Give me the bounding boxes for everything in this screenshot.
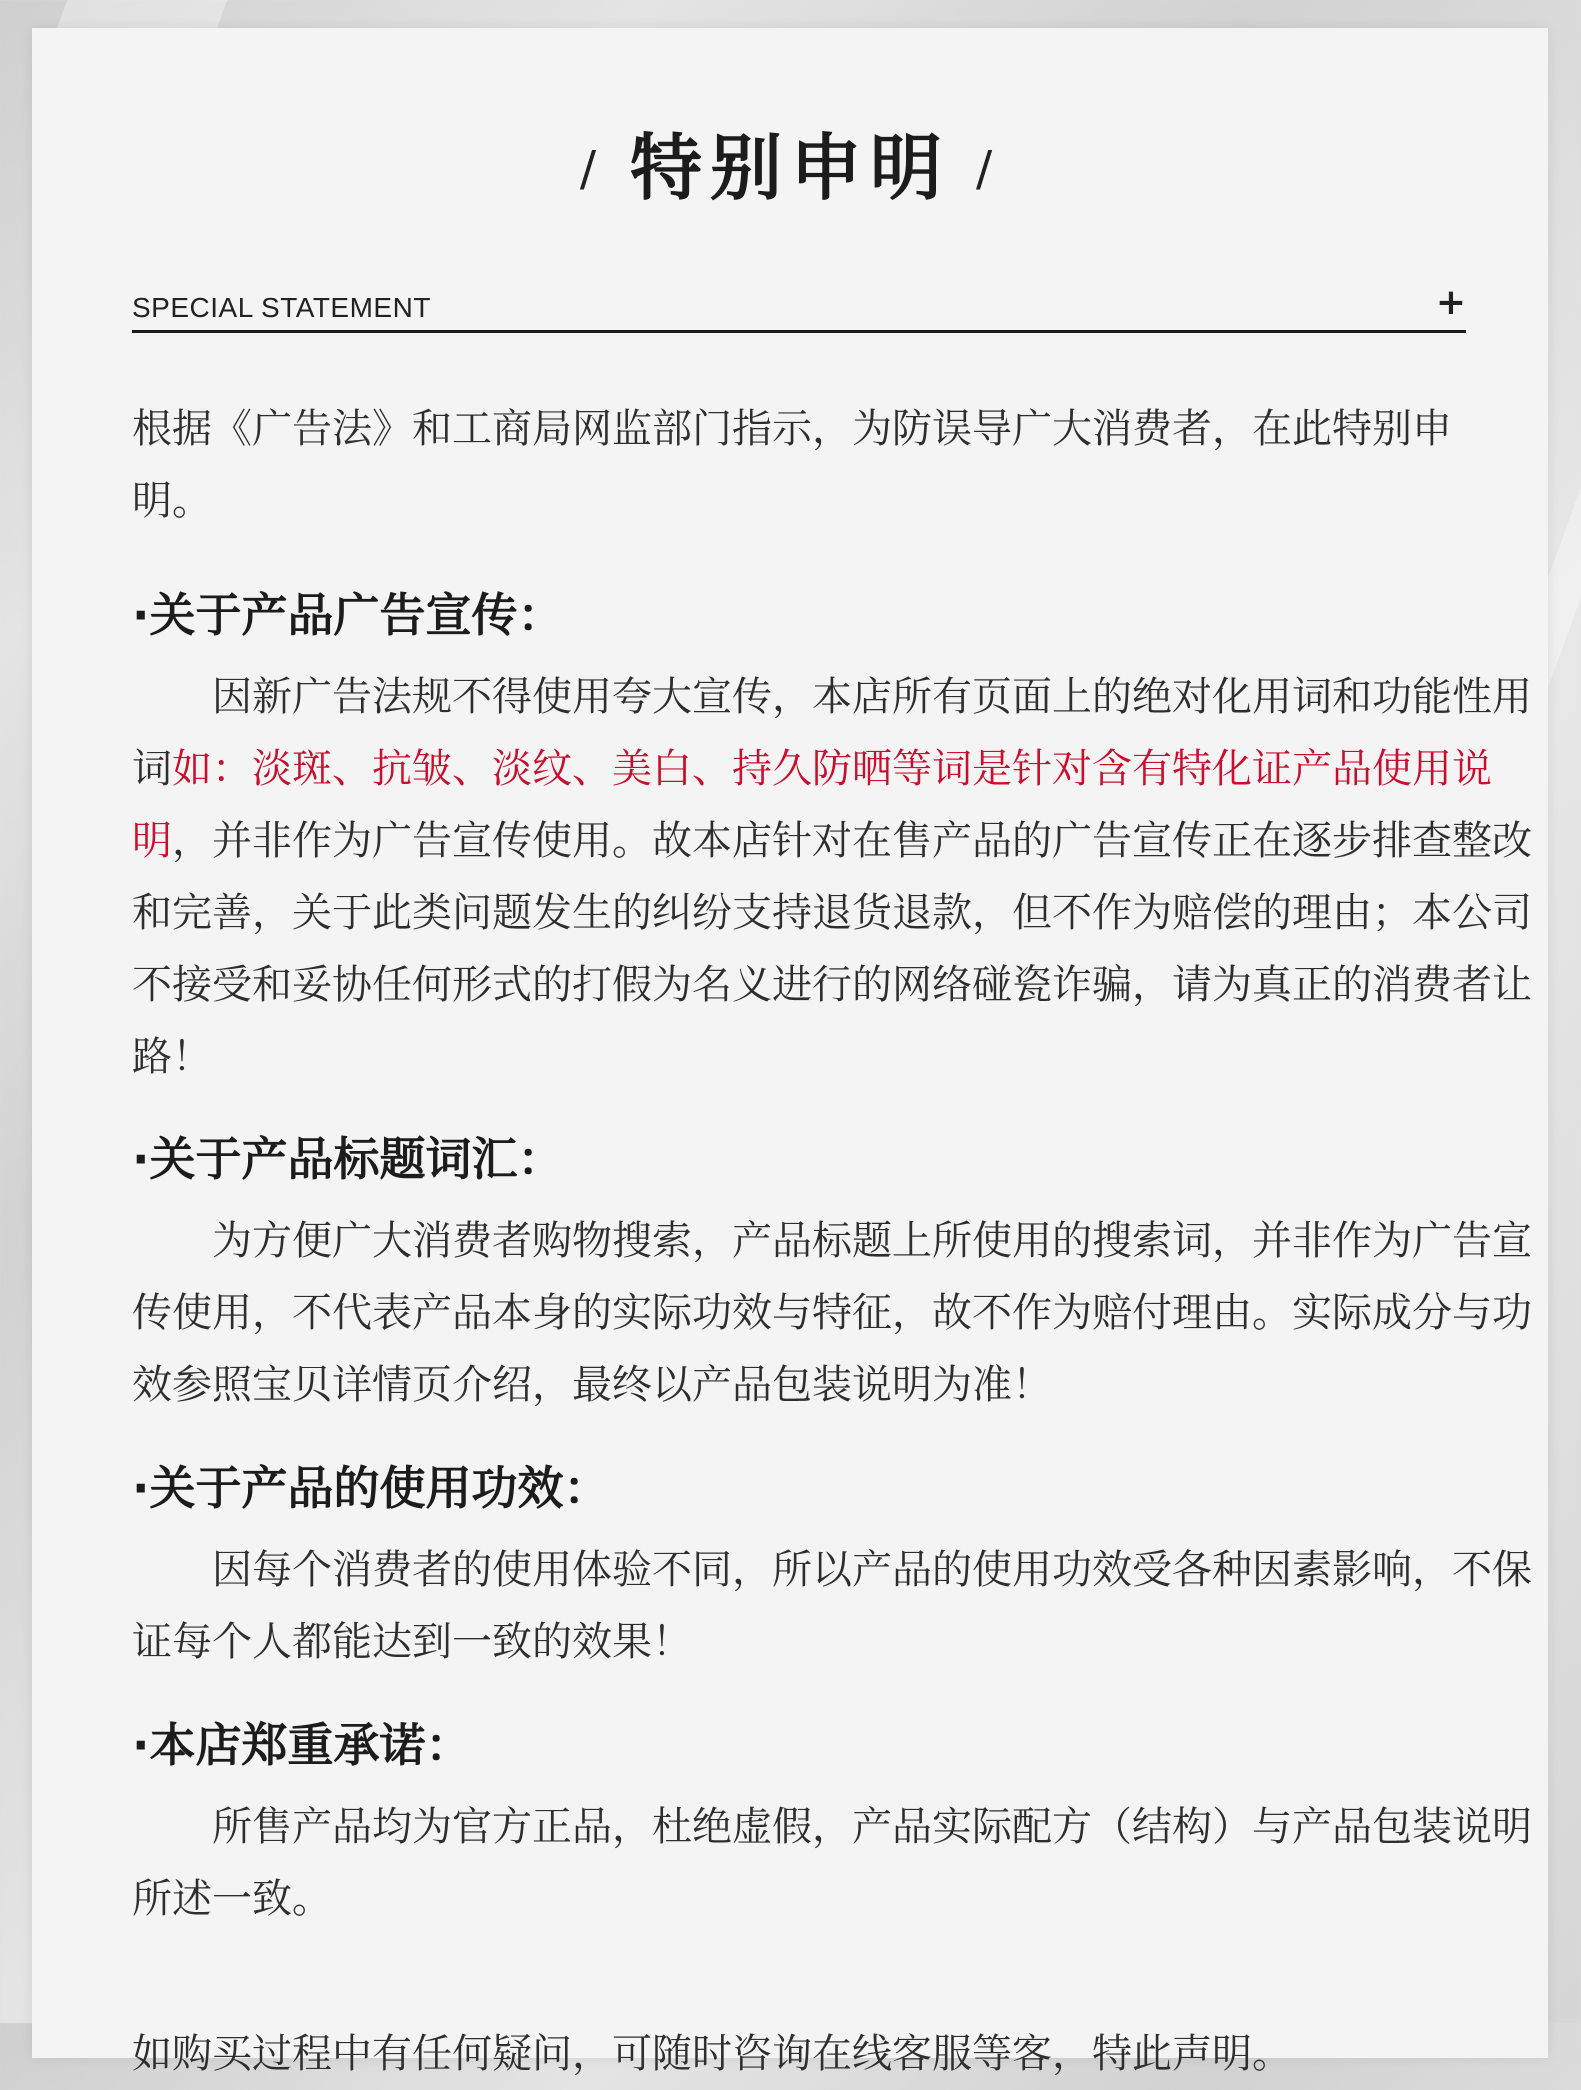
subtitle-row [132, 280, 1466, 333]
section-heading: ·关于产品的使用功效： [132, 1461, 610, 1515]
section-body: 为方便广大消费者购物搜索，产品标题上所使用的搜索词，并非作为广告宣传使用，不代表产品本身的实际功效与特征，故不作为赔付理由。实际成分与功效参照宝贝详情页介绍，最终以产品包装说明为准！ [132, 1218, 1532, 1408]
section-advertising [132, 585, 1532, 1093]
cut-off-text: 如购买过程中有任何疑问，可随时咨询在线客服等客，特此声明。 [132, 2031, 1292, 2077]
section-efficacy [132, 1458, 1532, 1678]
page-title-row [32, 110, 1548, 214]
body-prefix: 因新广告法规不得使用夸大宣传，本店所有页面上的绝对化用词和功能性用词 [132, 674, 1532, 792]
plus-icon: + [1435, 282, 1466, 323]
statement-card [32, 28, 1548, 2077]
section-heading: ·本店郑重承诺： [132, 1718, 472, 1772]
title-slash-left: / [579, 141, 604, 197]
page-title: 特别申明 [629, 126, 950, 210]
section-title-words [132, 1129, 1532, 1421]
section-body: 所售产品均为官方正品，杜绝虚假，产品实际配方（结构）与产品包装说明所述一致。 [132, 1804, 1532, 1922]
section-heading: ·关于产品标题词汇： [132, 1132, 564, 1186]
section-commitment [132, 1715, 1532, 1935]
section-body [132, 661, 1532, 1093]
title-slash-right: / [976, 141, 1001, 197]
subtitle: SPECIAL STATEMENT [132, 292, 431, 323]
body-suffix: ，并非作为广告宣传使用。故本店针对在售产品的广告宣传正在逐步排查整改和完善，关于此类问题发生的纠纷支持退货退款，但不作为赔偿的理由；本公司不接受和妥协任何形式的打假为名义进行的网络碰瓷诈骗，请为真正的消费者让路！ [132, 818, 1532, 1080]
body-highlight: 如：淡斑、抗皱、淡纹、美白、持久防晒等词是针对含有特化证产品使用说明 [132, 746, 1492, 864]
section-body: 因每个消费者的使用体验不同，所以产品的使用功效受各种因素影响，不保证每个人都能达到一致的效果！ [132, 1547, 1532, 1665]
section-heading: ·关于产品广告宣传： [132, 588, 564, 642]
intro-text: 根据《广告法》和工商局网监部门指示，为防误导广大消费者，在此特别申明。 [132, 406, 1452, 524]
